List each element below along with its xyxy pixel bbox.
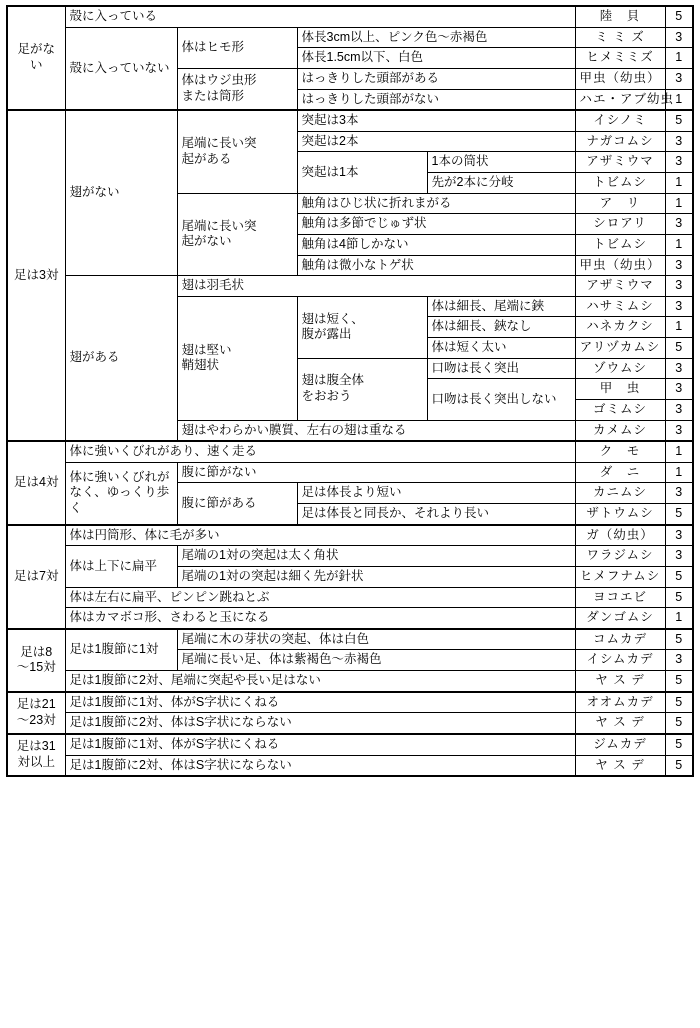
taxon-name-cell: ハサミムシ xyxy=(575,296,665,317)
taxon-name-cell: オオムカデ xyxy=(575,692,665,713)
taxon-name-cell: トビムシ xyxy=(575,234,665,255)
taxon-name-cell: 甲 虫 xyxy=(575,379,665,400)
criterion-cell: 触角は微小なトゲ状 xyxy=(297,255,575,276)
criterion-cell: 尾端に長い足、体は紫褐色～赤褐色 xyxy=(177,650,575,671)
table-row xyxy=(7,608,693,629)
taxon-name-cell: ゾウムシ xyxy=(575,358,665,379)
taxon-name-cell: ア リ xyxy=(575,193,665,214)
criterion-cell: 足は1腹節に1対 xyxy=(65,629,177,671)
table-row xyxy=(7,713,693,734)
criterion-cell: 翅は腹全体 をおおう xyxy=(297,358,427,420)
table-row xyxy=(7,546,693,567)
criterion-cell: 体はヒモ形 xyxy=(177,27,297,68)
taxon-name-cell: 甲虫（幼虫） xyxy=(575,68,665,89)
score-cell: 5 xyxy=(665,110,693,131)
criterion-cell: 口吻は長く突出しない xyxy=(427,379,575,420)
group-cell: 足は4対 xyxy=(7,441,65,525)
criterion-cell: 足は体長と同長か、それより長い xyxy=(297,504,575,525)
group-cell: 足は8 ～15対 xyxy=(7,629,65,692)
criterion-cell: 触角は多節でじゅず状 xyxy=(297,214,575,235)
taxon-name-cell: イシノミ xyxy=(575,110,665,131)
criterion-cell: 尾端に木の芽状の突起、体は白色 xyxy=(177,629,575,650)
criterion-cell: 口吻は長く突出 xyxy=(427,358,575,379)
taxon-name-cell: ジムカデ xyxy=(575,734,665,755)
criterion-cell: 足は体長より短い xyxy=(297,483,575,504)
criterion-cell: 尾端の1対の突起は太く角状 xyxy=(177,546,575,567)
taxon-name-cell: ゴミムシ xyxy=(575,399,665,420)
taxon-name-cell: ク モ xyxy=(575,441,665,462)
criterion-cell: 腹に節がない xyxy=(177,462,575,483)
score-cell: 3 xyxy=(665,27,693,48)
criterion-cell: 体は短く太い xyxy=(427,338,575,359)
taxon-name-cell: ヤ ス デ xyxy=(575,755,665,776)
score-cell: 3 xyxy=(665,525,693,546)
criterion-cell: 体に強いくびれが なく、ゆっくり歩 く xyxy=(65,462,177,524)
taxon-name-cell: イシムカデ xyxy=(575,650,665,671)
group-cell: 足がない xyxy=(7,6,65,110)
table-row xyxy=(7,692,693,713)
taxon-name-cell: ミ ミ ズ xyxy=(575,27,665,48)
taxon-name-cell: カニムシ xyxy=(575,483,665,504)
criterion-cell: 翅がある xyxy=(65,276,177,442)
score-cell: 3 xyxy=(665,650,693,671)
criterion-cell: はっきりした頭部がない xyxy=(297,89,575,110)
criterion-cell: 殻に入っている xyxy=(65,6,575,27)
identification-key-sheet xyxy=(0,5,700,1028)
table-row xyxy=(7,110,693,131)
criterion-cell: 体は細長、鋏なし xyxy=(427,317,575,338)
taxon-name-cell: ナガコムシ xyxy=(575,131,665,152)
taxon-name-cell: ヒメミミズ xyxy=(575,48,665,69)
taxon-name-cell: 甲虫（幼虫） xyxy=(575,255,665,276)
score-cell: 5 xyxy=(665,504,693,525)
table-row xyxy=(7,671,693,692)
score-cell: 3 xyxy=(665,546,693,567)
score-cell: 3 xyxy=(665,255,693,276)
taxon-name-cell: ワラジムシ xyxy=(575,546,665,567)
score-cell: 5 xyxy=(665,692,693,713)
score-cell: 5 xyxy=(665,755,693,776)
criterion-cell: 体は細長、尾端に鋏 xyxy=(427,296,575,317)
criterion-cell: 体長3cm以上、ピンク色～赤褐色 xyxy=(297,27,575,48)
table-row xyxy=(7,462,693,483)
score-cell: 5 xyxy=(665,587,693,608)
score-cell: 5 xyxy=(665,734,693,755)
taxon-name-cell: 陸 貝 xyxy=(575,6,665,27)
criterion-cell: 足は1腹節に2対、体はS字状にならない xyxy=(65,713,575,734)
criterion-cell: 体長1.5cm以下、白色 xyxy=(297,48,575,69)
taxon-name-cell: ダンゴムシ xyxy=(575,608,665,629)
criterion-cell: 突起は3本 xyxy=(297,110,575,131)
score-cell: 5 xyxy=(665,6,693,27)
criterion-cell: 足は1腹節に2対、尾端に突起や長い足はない xyxy=(65,671,575,692)
score-cell: 3 xyxy=(665,131,693,152)
score-cell: 3 xyxy=(665,152,693,173)
criterion-cell: 先が2本に分岐 xyxy=(427,173,575,194)
criterion-cell: 体は上下に扁平 xyxy=(65,546,177,587)
taxon-name-cell: ヒメフナムシ xyxy=(575,566,665,587)
criterion-cell: 翅は堅い 鞘翅状 xyxy=(177,296,297,420)
score-cell: 5 xyxy=(665,338,693,359)
criterion-cell: 足は1腹節に1対、体がS字状にくねる xyxy=(65,692,575,713)
criterion-cell: 触角は4節しかない xyxy=(297,234,575,255)
score-cell: 1 xyxy=(665,462,693,483)
criterion-cell: 尾端に長い突 起がある xyxy=(177,110,297,193)
score-cell: 3 xyxy=(665,296,693,317)
taxon-name-cell: ガ（幼虫） xyxy=(575,525,665,546)
criterion-cell: 翅はやわらかい膜質、左右の翅は重なる xyxy=(177,420,575,441)
group-cell: 足は21 ～23対 xyxy=(7,692,65,734)
score-cell: 5 xyxy=(665,671,693,692)
group-cell: 足は31 対以上 xyxy=(7,734,65,776)
table-row xyxy=(7,276,693,297)
criterion-cell: 翅は短く、 腹が露出 xyxy=(297,296,427,358)
taxon-name-cell: ザトウムシ xyxy=(575,504,665,525)
table-body xyxy=(7,6,693,776)
score-cell: 5 xyxy=(665,629,693,650)
taxon-name-cell: アリヅカムシ xyxy=(575,338,665,359)
score-cell: 1 xyxy=(665,89,693,110)
table-row xyxy=(7,441,693,462)
group-cell: 足は3対 xyxy=(7,110,65,441)
criterion-cell: 翅がない xyxy=(65,110,177,276)
score-cell: 3 xyxy=(665,420,693,441)
score-cell: 5 xyxy=(665,713,693,734)
table-row xyxy=(7,755,693,776)
table-row xyxy=(7,587,693,608)
taxon-name-cell: ヤ ス デ xyxy=(575,671,665,692)
table-row xyxy=(7,525,693,546)
table-row xyxy=(7,734,693,755)
criterion-cell: はっきりした頭部がある xyxy=(297,68,575,89)
criterion-cell: 突起は1本 xyxy=(297,152,427,193)
table-row xyxy=(7,6,693,27)
criterion-cell: 突起は2本 xyxy=(297,131,575,152)
criterion-cell: 1本の筒状 xyxy=(427,152,575,173)
taxon-name-cell: カメムシ xyxy=(575,420,665,441)
criterion-cell: 体はカマボコ形、さわると玉になる xyxy=(65,608,575,629)
taxon-name-cell: アザミウマ xyxy=(575,276,665,297)
criterion-cell: 腹に節がある xyxy=(177,483,297,525)
criterion-cell: 体に強いくびれがあり、速く走る xyxy=(65,441,575,462)
criterion-cell: 殻に入っていない xyxy=(65,27,177,110)
criterion-cell: 尾端に長い突 起がない xyxy=(177,193,297,276)
score-cell: 3 xyxy=(665,358,693,379)
group-cell: 足は7対 xyxy=(7,525,65,629)
criterion-cell: 翅は羽毛状 xyxy=(177,276,575,297)
score-cell: 5 xyxy=(665,566,693,587)
taxon-name-cell: ハネカクシ xyxy=(575,317,665,338)
score-cell: 1 xyxy=(665,441,693,462)
taxon-name-cell: ダ ニ xyxy=(575,462,665,483)
table-row xyxy=(7,27,693,48)
taxon-name-cell: コムカデ xyxy=(575,629,665,650)
score-cell: 3 xyxy=(665,276,693,297)
taxon-name-cell: アザミウマ xyxy=(575,152,665,173)
score-cell: 1 xyxy=(665,193,693,214)
score-cell: 1 xyxy=(665,234,693,255)
taxon-name-cell: シロアリ xyxy=(575,214,665,235)
score-cell: 1 xyxy=(665,173,693,194)
criterion-cell: 体はウジ虫形 または筒形 xyxy=(177,68,297,110)
criterion-cell: 尾端の1対の突起は細く先が針状 xyxy=(177,566,575,587)
taxon-name-cell: ヨコエビ xyxy=(575,587,665,608)
score-cell: 3 xyxy=(665,214,693,235)
score-cell: 3 xyxy=(665,399,693,420)
score-cell: 1 xyxy=(665,608,693,629)
taxon-name-cell: トビムシ xyxy=(575,173,665,194)
criterion-cell: 足は1腹節に1対、体がS字状にくねる xyxy=(65,734,575,755)
criterion-cell: 足は1腹節に2対、体はS字状にならない xyxy=(65,755,575,776)
table-row xyxy=(7,629,693,650)
score-cell: 3 xyxy=(665,68,693,89)
criterion-cell: 体は左右に扁平、ピンピン跳ねとぶ xyxy=(65,587,575,608)
score-cell: 3 xyxy=(665,379,693,400)
score-cell: 1 xyxy=(665,317,693,338)
identification-key-table xyxy=(6,5,694,777)
criterion-cell: 体は円筒形、体に毛が多い xyxy=(65,525,575,546)
criterion-cell: 触角はひじ状に折れまがる xyxy=(297,193,575,214)
taxon-name-cell: ハエ・アブ幼虫 xyxy=(575,89,665,110)
score-cell: 3 xyxy=(665,483,693,504)
taxon-name-cell: ヤ ス デ xyxy=(575,713,665,734)
score-cell: 1 xyxy=(665,48,693,69)
